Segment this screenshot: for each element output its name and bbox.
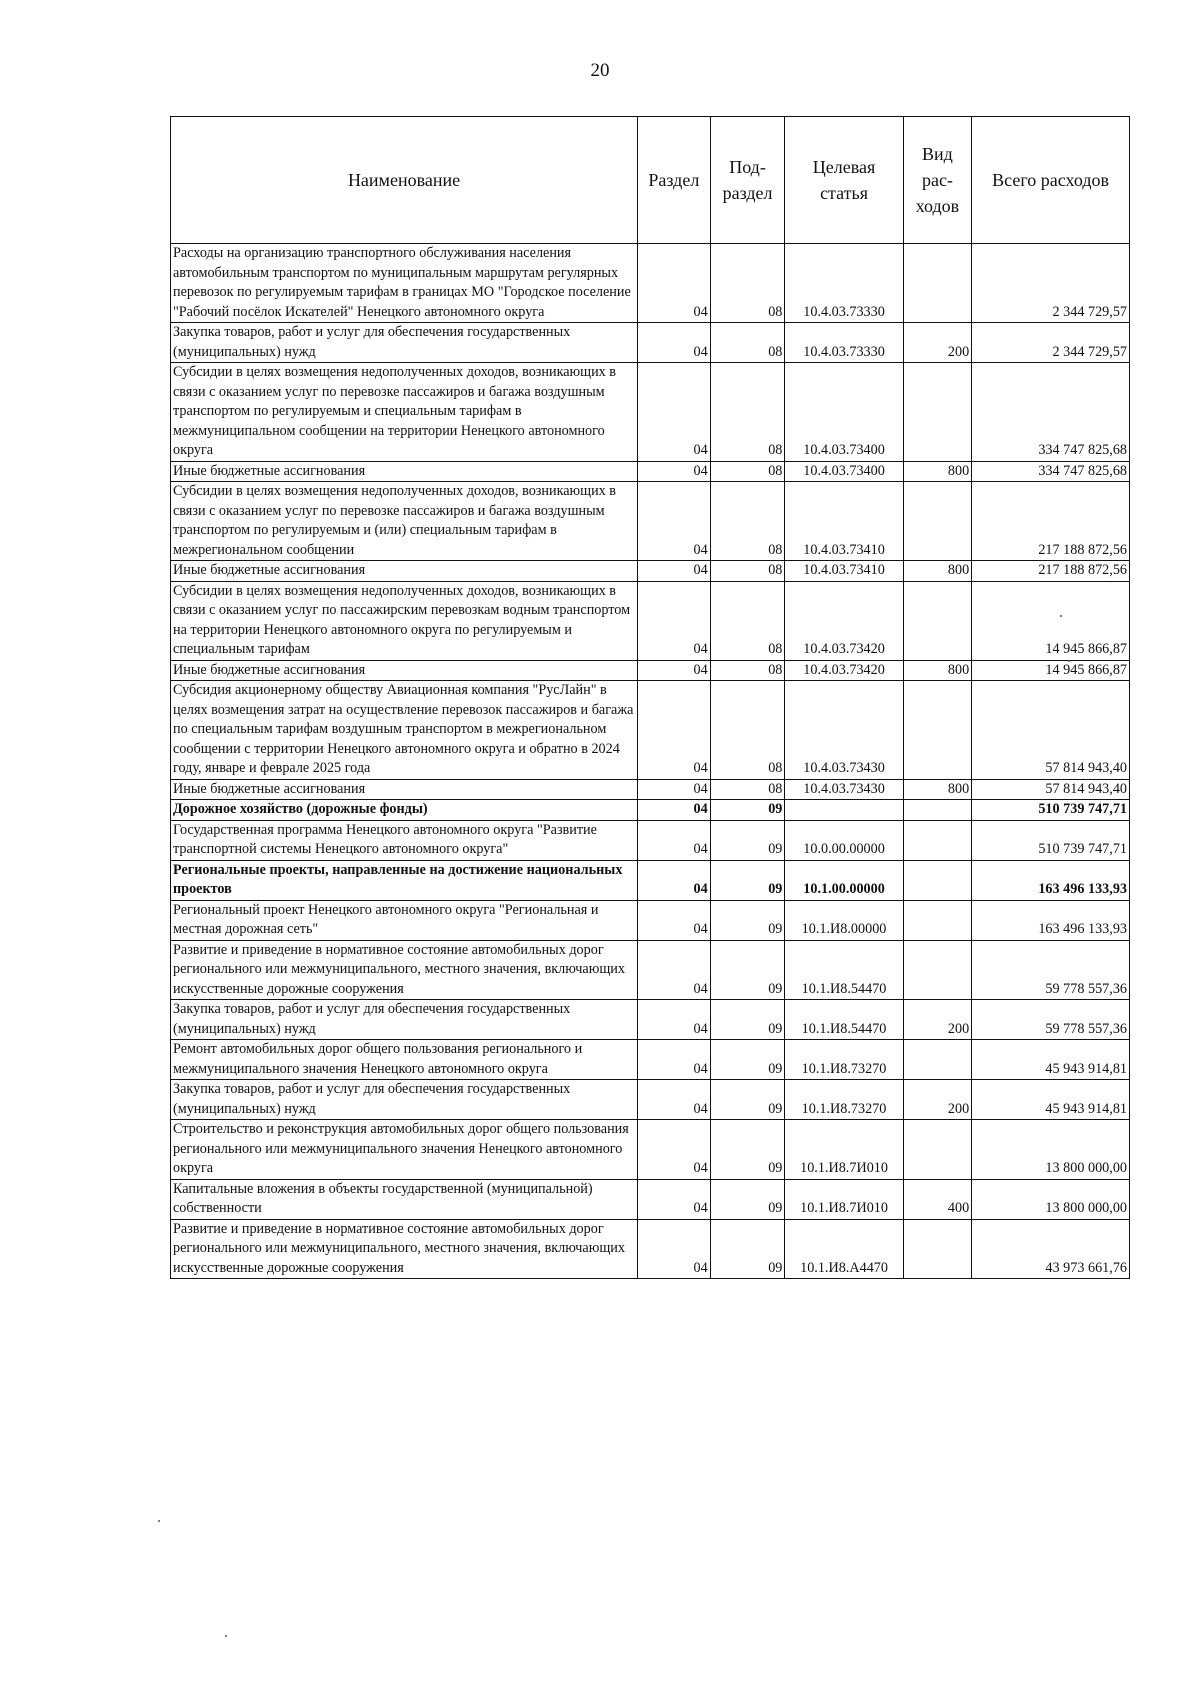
row-section: 04 xyxy=(638,1219,711,1279)
row-section: 04 xyxy=(638,482,711,561)
row-subsection: 08 xyxy=(710,561,785,582)
scan-speck xyxy=(225,1635,227,1637)
row-total: 163 496 133,93 xyxy=(972,900,1130,940)
row-name: Закупка товаров, работ и услуг для обеспечения государственных (муниципальных) нужд xyxy=(171,323,638,363)
row-subsection: 08 xyxy=(710,244,785,323)
table-row xyxy=(171,244,1130,323)
header-subsection: Под- раздел xyxy=(710,117,785,244)
row-target: 10.1.И8.73270 xyxy=(785,1080,903,1120)
table-row xyxy=(171,363,1130,462)
row-subsection: 08 xyxy=(710,660,785,681)
table-row xyxy=(171,940,1130,1000)
row-target: 10.1.И8.7И010 xyxy=(785,1179,903,1219)
row-total: 14 945 866,87 xyxy=(972,581,1130,660)
row-name: Субсидии в целях возмещения недополученных доходов, возникающих в связи с оказанием услуг по пассажирским перевозкам водным транспортом на территории Ненецкого автономного округа по регулируемым и специальным тарифам xyxy=(171,581,638,660)
row-name: Закупка товаров, работ и услуг для обеспечения государственных (муниципальных) нужд xyxy=(171,1080,638,1120)
row-target xyxy=(785,800,903,821)
row-name: Иные бюджетные ассигнования xyxy=(171,461,638,482)
table-row xyxy=(171,860,1130,900)
row-target: 10.4.03.73430 xyxy=(785,681,903,780)
row-name: Развитие и приведение в нормативное состояние автомобильных дорог регионального или межмуниципального, местного значения, включающих искусственные дорожные сооружения xyxy=(171,940,638,1000)
row-total: 13 800 000,00 xyxy=(972,1179,1130,1219)
table-row xyxy=(171,900,1130,940)
row-name: Иные бюджетные ассигнования xyxy=(171,561,638,582)
row-section: 04 xyxy=(638,660,711,681)
row-expense-type: 800 xyxy=(903,461,972,482)
row-subsection: 08 xyxy=(710,363,785,462)
row-target: 10.1.И8.7И010 xyxy=(785,1120,903,1180)
row-section: 04 xyxy=(638,1040,711,1080)
row-section: 04 xyxy=(638,900,711,940)
row-total: 2 344 729,57 xyxy=(972,244,1130,323)
row-name: Субсидия акционерному обществу Авиационная компания "РусЛайн" в целях возмещения затрат на осуществление перевозок пассажиров и багажа по специальным тарифам воздушным транспортом в межрегиональном сообщении с территории Ненецкого автономного округа и обратно в 2024 году, январе и феврале 2025 года xyxy=(171,681,638,780)
header-name: Наименование xyxy=(171,117,638,244)
table-row xyxy=(171,1000,1130,1040)
row-total: 510 739 747,71 xyxy=(972,820,1130,860)
row-subsection: 09 xyxy=(710,1120,785,1180)
table-row xyxy=(171,1080,1130,1120)
row-expense-type xyxy=(903,363,972,462)
row-expense-type: 800 xyxy=(903,561,972,582)
row-name: Закупка товаров, работ и услуг для обеспечения государственных (муниципальных) нужд xyxy=(171,1000,638,1040)
row-total: 510 739 747,71 xyxy=(972,800,1130,821)
row-total: 43 973 661,76 xyxy=(972,1219,1130,1279)
row-subsection: 09 xyxy=(710,1040,785,1080)
budget-table xyxy=(170,116,1130,1279)
row-section: 04 xyxy=(638,244,711,323)
row-section: 04 xyxy=(638,581,711,660)
table-row xyxy=(171,561,1130,582)
row-section: 04 xyxy=(638,1000,711,1040)
row-expense-type xyxy=(903,860,972,900)
table-row xyxy=(171,482,1130,561)
row-subsection: 09 xyxy=(710,940,785,1000)
row-section: 04 xyxy=(638,820,711,860)
row-target: 10.1.И8.54470 xyxy=(785,1000,903,1040)
row-subsection: 08 xyxy=(710,482,785,561)
row-target: 10.4.03.73330 xyxy=(785,244,903,323)
table-row xyxy=(171,820,1130,860)
row-total: 163 496 133,93 xyxy=(972,860,1130,900)
row-subsection: 08 xyxy=(710,581,785,660)
row-expense-type: 800 xyxy=(903,779,972,800)
table-row xyxy=(171,660,1130,681)
header-section: Раздел xyxy=(638,117,711,244)
table-row xyxy=(171,461,1130,482)
row-expense-type xyxy=(903,482,972,561)
row-section: 04 xyxy=(638,681,711,780)
row-subsection: 09 xyxy=(710,900,785,940)
row-expense-type xyxy=(903,244,972,323)
row-total: 217 188 872,56 xyxy=(972,482,1130,561)
row-total: 45 943 914,81 xyxy=(972,1040,1130,1080)
row-total: 2 344 729,57 xyxy=(972,323,1130,363)
row-subsection: 08 xyxy=(710,461,785,482)
table-row xyxy=(171,779,1130,800)
row-section: 04 xyxy=(638,860,711,900)
row-expense-type: 200 xyxy=(903,323,972,363)
table-row xyxy=(171,800,1130,821)
row-total: 45 943 914,81 xyxy=(972,1080,1130,1120)
scan-speck xyxy=(1060,615,1062,617)
row-name: Капитальные вложения в объекты государственной (муниципальной) собственности xyxy=(171,1179,638,1219)
row-expense-type xyxy=(903,1120,972,1180)
row-total: 59 778 557,36 xyxy=(972,1000,1130,1040)
row-target: 10.4.03.73420 xyxy=(785,581,903,660)
row-expense-type: 400 xyxy=(903,1179,972,1219)
row-subsection: 09 xyxy=(710,1080,785,1120)
row-target: 10.0.00.00000 xyxy=(785,820,903,860)
row-target: 10.1.И8.А4470 xyxy=(785,1219,903,1279)
row-name: Дорожное хозяйство (дорожные фонды) xyxy=(171,800,638,821)
page-number: 20 xyxy=(590,60,610,81)
row-target: 10.4.03.73420 xyxy=(785,660,903,681)
row-target: 10.1.И8.54470 xyxy=(785,940,903,1000)
header-target: Целевая статья xyxy=(785,117,903,244)
row-subsection: 08 xyxy=(710,323,785,363)
row-expense-type xyxy=(903,820,972,860)
table-row xyxy=(171,323,1130,363)
row-target: 10.4.03.73430 xyxy=(785,779,903,800)
table-row xyxy=(171,581,1130,660)
row-expense-type xyxy=(903,1219,972,1279)
row-name: Ремонт автомобильных дорог общего пользования регионального и межмуниципального значения Ненецкого автономного округа xyxy=(171,1040,638,1080)
scan-speck xyxy=(1068,660,1070,662)
row-total: 57 814 943,40 xyxy=(972,779,1130,800)
row-total: 14 945 866,87 xyxy=(972,660,1130,681)
row-total: 217 188 872,56 xyxy=(972,561,1130,582)
row-name: Субсидии в целях возмещения недополученных доходов, возникающих в связи с оказанием услуг по перевозке пассажиров и багажа воздушным транспортом по регулируемым и (или) специальным тарифам в межрегиональном сообщении xyxy=(171,482,638,561)
row-subsection: 08 xyxy=(710,681,785,780)
header-row xyxy=(171,117,1130,244)
row-name: Иные бюджетные ассигнования xyxy=(171,660,638,681)
row-expense-type xyxy=(903,940,972,1000)
table-body xyxy=(171,244,1130,1279)
row-section: 04 xyxy=(638,363,711,462)
row-expense-type xyxy=(903,681,972,780)
header-expense-type: Вид рас- ходов xyxy=(903,117,972,244)
row-section: 04 xyxy=(638,800,711,821)
row-subsection: 09 xyxy=(710,820,785,860)
scan-speck xyxy=(158,1520,160,1522)
row-name: Региональные проекты, направленные на достижение национальных проектов xyxy=(171,860,638,900)
table-row xyxy=(171,1179,1130,1219)
row-subsection: 09 xyxy=(710,1179,785,1219)
row-target: 10.1.И8.73270 xyxy=(785,1040,903,1080)
row-expense-type xyxy=(903,581,972,660)
row-target: 10.4.03.73330 xyxy=(785,323,903,363)
row-target: 10.4.03.73400 xyxy=(785,363,903,462)
row-name: Региональный проект Ненецкого автономного округа "Региональная и местная дорожная сеть" xyxy=(171,900,638,940)
row-expense-type: 200 xyxy=(903,1000,972,1040)
row-name: Субсидии в целях возмещения недополученных доходов, возникающих в связи с оказанием услуг по перевозке пассажиров и багажа воздушным транспортом по регулируемым и специальным тарифам в межмуниципальном сообщении на территории Ненецкого автономного округа xyxy=(171,363,638,462)
row-subsection: 09 xyxy=(710,1219,785,1279)
row-section: 04 xyxy=(638,940,711,1000)
row-section: 04 xyxy=(638,779,711,800)
header-total: Всего расходов xyxy=(972,117,1130,244)
row-expense-type xyxy=(903,1040,972,1080)
row-target: 10.1.00.00000 xyxy=(785,860,903,900)
row-total: 59 778 557,36 xyxy=(972,940,1130,1000)
row-section: 04 xyxy=(638,1179,711,1219)
row-total: 13 800 000,00 xyxy=(972,1120,1130,1180)
row-name: Иные бюджетные ассигнования xyxy=(171,779,638,800)
row-target: 10.1.И8.00000 xyxy=(785,900,903,940)
table-row xyxy=(171,681,1130,780)
table-row xyxy=(171,1040,1130,1080)
row-target: 10.4.03.73410 xyxy=(785,561,903,582)
row-total: 57 814 943,40 xyxy=(972,681,1130,780)
row-expense-type xyxy=(903,800,972,821)
table-row xyxy=(171,1219,1130,1279)
row-section: 04 xyxy=(638,323,711,363)
row-section: 04 xyxy=(638,1080,711,1120)
row-name: Государственная программа Ненецкого автономного округа "Развитие транспортной системы Ненецкого автономного округа" xyxy=(171,820,638,860)
row-name: Расходы на организацию транспортного обслуживания населения автомобильным транспортом по муниципальным маршрутам регулярных перевозок по регулируемым тарифам в границах МО "Городское поселение "Рабочий посёлок Искателей" Ненецкого автономного округа xyxy=(171,244,638,323)
row-section: 04 xyxy=(638,461,711,482)
row-expense-type xyxy=(903,900,972,940)
row-expense-type: 200 xyxy=(903,1080,972,1120)
row-expense-type: 800 xyxy=(903,660,972,681)
row-subsection: 09 xyxy=(710,800,785,821)
table-row xyxy=(171,1120,1130,1180)
row-target: 10.4.03.73410 xyxy=(785,482,903,561)
row-section: 04 xyxy=(638,1120,711,1180)
row-name: Строительство и реконструкция автомобильных дорог общего пользования регионального или межмуниципального значения Ненецкого автономного округа xyxy=(171,1120,638,1180)
row-subsection: 09 xyxy=(710,860,785,900)
row-target: 10.4.03.73400 xyxy=(785,461,903,482)
row-subsection: 09 xyxy=(710,1000,785,1040)
row-total: 334 747 825,68 xyxy=(972,363,1130,462)
row-total: 334 747 825,68 xyxy=(972,461,1130,482)
row-subsection: 08 xyxy=(710,779,785,800)
row-name: Развитие и приведение в нормативное состояние автомобильных дорог регионального или межмуниципального, местного значения, включающих искусственные дорожные сооружения xyxy=(171,1219,638,1279)
row-section: 04 xyxy=(638,561,711,582)
